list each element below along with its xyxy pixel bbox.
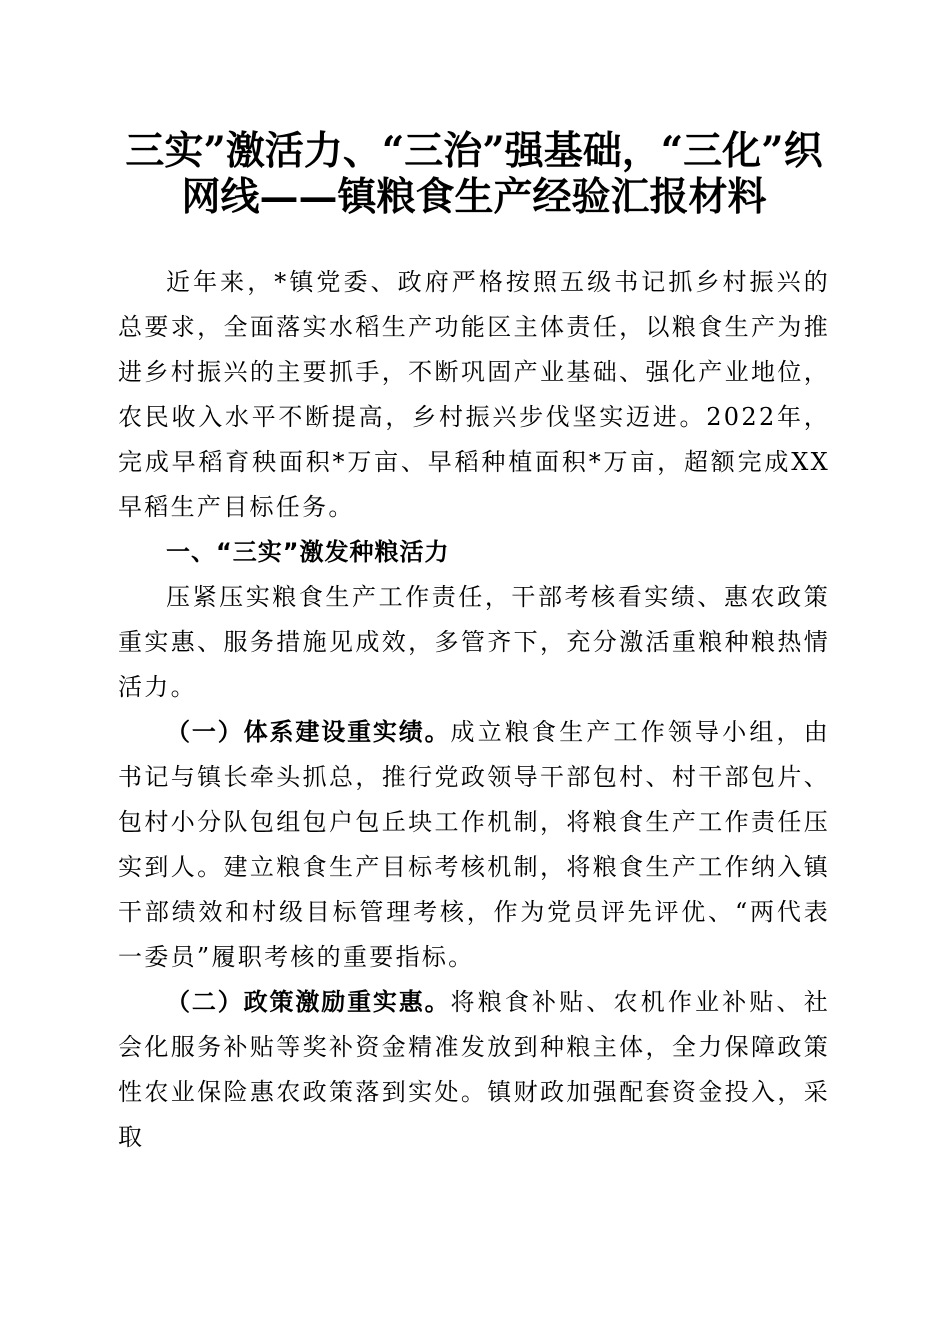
intro-paragraph: 近年来，*镇党委、政府严格按照五级书记抓乡村振兴的总要求，全面落实水稻生产功能区主体责任，以粮食生产为推进乡村振兴的主要抓手，不断巩固产业基础、强化产业地位，农民收入水平不断提高，乡村振兴步伐坚实迈进。2022年，完成早稻育秧面积*万亩、早稻种植面积*万亩，超额完成XX早稻生产目标任务。 — [118, 268, 830, 521]
section-1-item-2-paragraph — [118, 980, 830, 1160]
item-2-text: 将粮食补贴、农机作业补贴、社会化服务补贴等奖补资金精准发放到种粮主体，全力保障政策性农业保险惠农政策落到实处。镇财政加强配套资金投入，采取 — [118, 988, 830, 1151]
document-title — [118, 128, 830, 220]
document-body — [118, 260, 830, 1160]
document-page — [118, 128, 830, 1160]
item-1-heading: （一）体系建设重实绩。 — [166, 718, 451, 746]
section-1-lead-paragraph: 压紧压实粮食生产工作责任，干部考核看实绩、惠农政策重实惠、服务措施见成效，多管齐下，充分激活重粮种粮热情活力。 — [118, 583, 830, 701]
item-2-heading: （二）政策激励重实惠。 — [166, 988, 451, 1016]
section-1-heading: 一、“三实”激发种粮活力 — [166, 538, 450, 566]
item-1-text: 成立粮食生产工作领导小组，由书记与镇长牵头抓总，推行党政领导干部包村、村干部包片、包村小分队包组包户包丘块工作机制，将粮食生产工作责任压实到人。建立粮食生产目标考核机制，将粮食生产工作纳入镇干部绩效和村级目标管理考核，作为党员评先评优、“两代表一委员”履职考核的重要指标。 — [118, 718, 830, 971]
title-line-1: 三实”激活力、“三治”强基础，“三化”织 — [125, 128, 823, 174]
title-line-2: 网线——镇粮食生产经验汇报材料 — [181, 174, 767, 220]
section-1-item-1-paragraph — [118, 710, 830, 980]
